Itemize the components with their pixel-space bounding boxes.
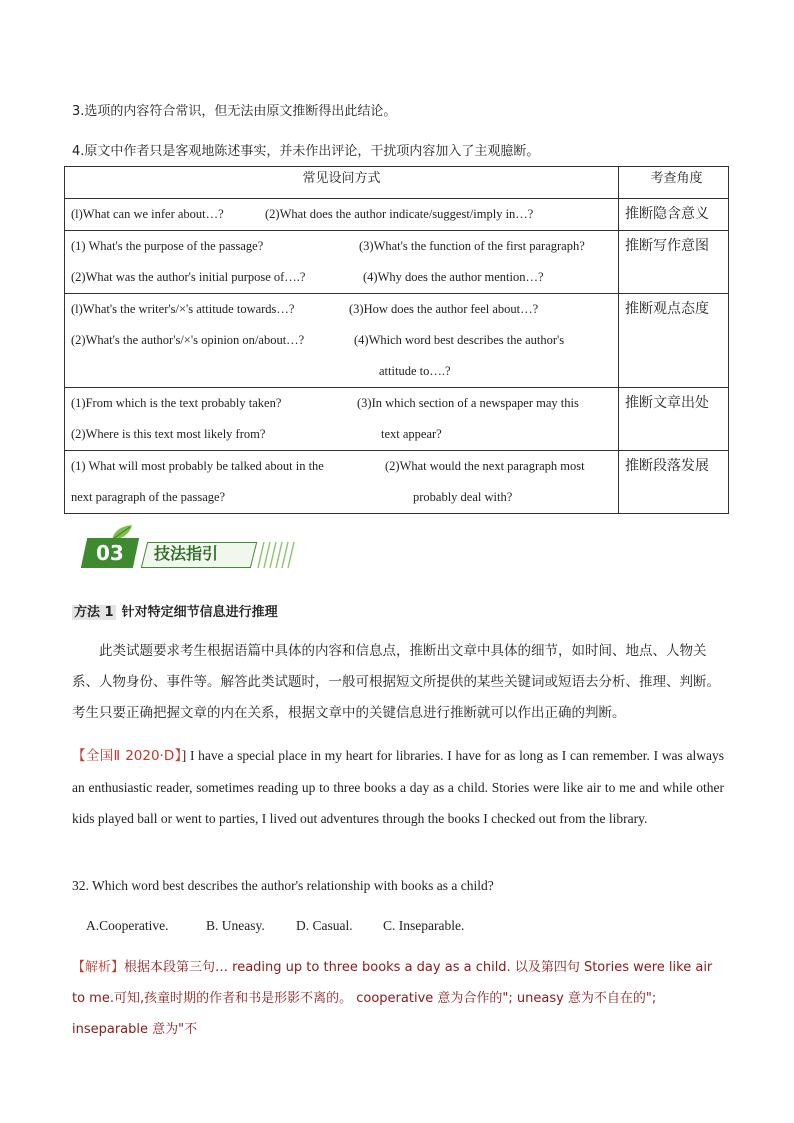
question-item: (3)How does the author feel about…? bbox=[349, 302, 539, 316]
section-number-badge bbox=[81, 538, 139, 568]
question-item: (2)Where is this text most likely from? bbox=[71, 427, 266, 441]
decorative-stripes bbox=[254, 542, 338, 568]
angle-cell bbox=[619, 294, 729, 388]
angle-cell bbox=[619, 388, 729, 451]
question-types-table bbox=[64, 166, 729, 514]
example-source: 【全国Ⅱ 2020·D】 bbox=[72, 748, 182, 764]
angle-label: 推断段落发展 bbox=[625, 458, 709, 474]
question-item: (3)What's the function of the first paragraph? bbox=[359, 239, 585, 253]
table-row bbox=[65, 199, 729, 231]
angle-label: 推断写作意图 bbox=[625, 238, 709, 254]
angle-label: 推断观点态度 bbox=[625, 301, 709, 317]
method-label: 方法 1 bbox=[74, 605, 114, 620]
section-number: 03 bbox=[96, 541, 124, 565]
table-row bbox=[65, 451, 729, 514]
angle-cell bbox=[619, 231, 729, 294]
option-a: A.Cooperative. bbox=[86, 918, 169, 933]
example-bracket: ] bbox=[181, 748, 190, 763]
question-item: (2)What was the author's initial purpose of….? bbox=[71, 270, 306, 284]
question-item: (2)What does the author indicate/suggest/imply in…? bbox=[265, 207, 534, 221]
question-cell bbox=[65, 388, 619, 451]
question-item: probably deal with? bbox=[413, 490, 513, 504]
angle-cell bbox=[619, 451, 729, 514]
question-item: (1)From which is the text probably taken? bbox=[71, 396, 282, 410]
analysis-block bbox=[72, 952, 724, 1045]
angle-label: 推断文章出处 bbox=[625, 395, 709, 411]
method-title: 针对特定细节信息进行推理 bbox=[121, 605, 278, 620]
method-heading bbox=[72, 604, 278, 622]
question-item: (3)In which section of a newspaper may this bbox=[357, 396, 579, 410]
header-angle: 考查角度 bbox=[619, 167, 729, 199]
question-item: (1) What will most probably be talked about in the bbox=[71, 459, 324, 473]
question-item: (l)What's the writer's/×'s attitude towards…? bbox=[71, 302, 295, 316]
question-item: attitude to….? bbox=[379, 364, 451, 378]
example-text: I have a special place in my heart for libraries. I have for as long as I can remember. I was always an enthusiastic reader, sometimes reading up to three books a day as a child. Stories were like air to me and while other kids played ball or went to parties, I lived out adventures through the books I checked out from the library. bbox=[72, 748, 725, 826]
question-cell bbox=[65, 451, 619, 514]
table-row bbox=[65, 231, 729, 294]
analysis-text: 根据本段第三句… reading up to three books a day as a child. 以及第四句 Stories were like air to me.可知,孩童时期的作者和书是形影不离的。 cooperative 意为合作的"; uneasy 意为不自在的"; inseparable 意为"不 bbox=[72, 960, 713, 1037]
question-item: (2)What's the author's/×'s opinion on/about…? bbox=[71, 333, 305, 347]
question-stem: 32. Which word best describes the author's relationship with books as a child? bbox=[72, 878, 494, 893]
option-d: D. Casual. bbox=[296, 918, 353, 933]
intro-paragraph: 此类试题要求考生根据语篇中具体的内容和信息点，推断出文章中具体的细节，如时间、地点、人物关系、人物身份、事件等。解答此类试题时，一般可根据短文所提供的某些关键词或短语去分析、推理、判断。考生只要正确把握文章的内在关系，根据文章中的关键信息进行推断就可以作出正确的判断。 bbox=[72, 643, 720, 721]
question-item: (4)Which word best describes the author's bbox=[354, 333, 565, 347]
question-item: (4)Why does the author mention…? bbox=[363, 270, 544, 284]
question-cell bbox=[65, 199, 619, 231]
analysis-label: 【解析】 bbox=[72, 960, 125, 975]
question-cell bbox=[65, 231, 619, 294]
header-question-forms: 常见设问方式 bbox=[65, 167, 619, 199]
option-b: B. Uneasy. bbox=[206, 918, 265, 933]
note-4: 4.原文中作者只是客观地陈述事实，并未作出评论，干扰项内容加入了主观臆断。 bbox=[72, 144, 540, 159]
section-title: 技法指引 bbox=[154, 544, 219, 563]
question-item: next paragraph of the passage? bbox=[71, 490, 226, 504]
option-c: C. Inseparable. bbox=[383, 918, 465, 933]
question-item: (1) What's the purpose of the passage? bbox=[71, 239, 264, 253]
angle-label: 推断隐含意义 bbox=[625, 206, 709, 222]
question-item: (2)What would the next paragraph most bbox=[385, 459, 585, 473]
table-row bbox=[65, 294, 729, 388]
section-banner bbox=[84, 524, 264, 574]
question-cell bbox=[65, 294, 619, 388]
note-3: 3.选项的内容符合常识，但无法由原文推断得出此结论。 bbox=[72, 104, 397, 119]
table-row bbox=[65, 388, 729, 451]
angle-cell bbox=[619, 199, 729, 231]
question-item: (l)What can we infer about…? bbox=[71, 207, 224, 221]
question-item: text appear? bbox=[381, 427, 442, 441]
example-passage bbox=[72, 740, 724, 834]
table-header-row bbox=[65, 167, 729, 199]
